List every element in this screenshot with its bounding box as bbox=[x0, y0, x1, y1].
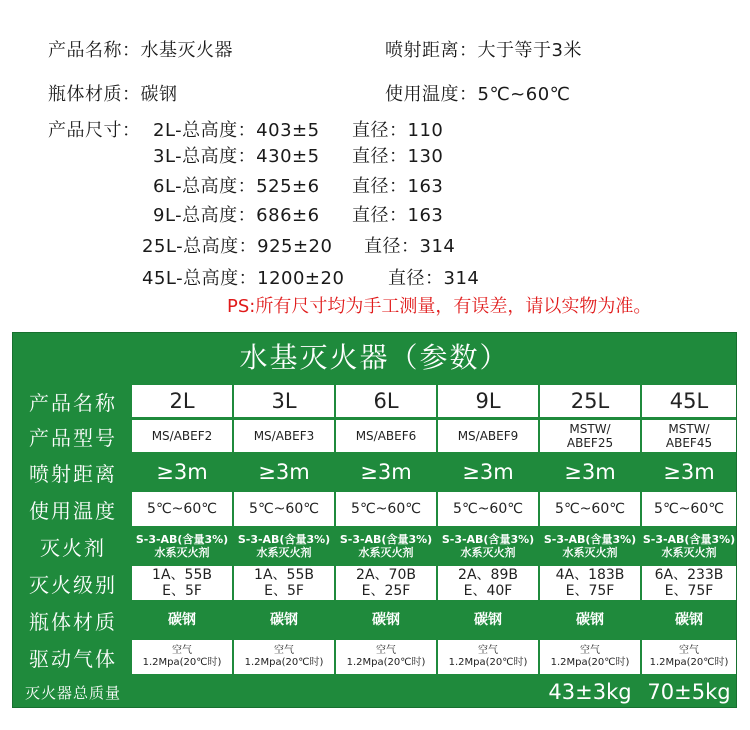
cell-use-temp-9l: 5℃~60℃ bbox=[438, 492, 538, 526]
cell-line: S-3-AB(含量3%) bbox=[339, 533, 433, 546]
row-header-use-temp: 使用温度 bbox=[16, 492, 130, 526]
row-header-material: 瓶体材质 bbox=[16, 603, 130, 637]
table-title: 水基灭火器（参数） bbox=[239, 341, 510, 374]
cell-line: 空气 bbox=[274, 645, 294, 656]
cell-line: 1.2Mpa(20℃时) bbox=[550, 657, 630, 668]
cell-use-temp-25l: 5℃~60℃ bbox=[540, 492, 640, 526]
cell-line: 空气 bbox=[376, 645, 396, 656]
cell-agent-9l bbox=[438, 529, 538, 563]
cell-line: 1.2Mpa(20℃时) bbox=[142, 657, 222, 668]
cell-rating-3l bbox=[234, 566, 334, 600]
cell-line: S-3-AB(含量3%) bbox=[135, 533, 229, 546]
cell-line: 1.2Mpa(20℃时) bbox=[346, 657, 426, 668]
parameter-table bbox=[12, 332, 737, 708]
cell-line: MS/ABEF9 bbox=[457, 429, 519, 443]
cell-line: 空气 bbox=[679, 645, 699, 656]
cell-agent-6l bbox=[336, 529, 436, 563]
cell-agent-2l bbox=[132, 529, 232, 563]
cell-spray-distance-2l: ≥3m bbox=[132, 455, 232, 489]
cell-product-model-6l bbox=[336, 420, 436, 452]
diameter-2l: 直径：110 bbox=[352, 120, 444, 141]
row-header-total-mass: 灭火器总质量 bbox=[16, 677, 130, 707]
cell-line: MSTW/ bbox=[569, 422, 611, 436]
row-header-product-model: 产品型号 bbox=[16, 420, 130, 452]
cell-spray-distance-6l: ≥3m bbox=[336, 455, 436, 489]
cell-drive-gas-6l bbox=[336, 640, 436, 674]
cell-total-mass-2l bbox=[132, 677, 232, 707]
cell-drive-gas-9l bbox=[438, 640, 538, 674]
cell-line: E、25F bbox=[361, 583, 411, 599]
cell-line: S-3-AB(含量3%) bbox=[642, 533, 736, 546]
cell-line: 4A、183B bbox=[555, 567, 625, 583]
cell-line: 2A、70B bbox=[356, 567, 416, 583]
cell-agent-25l bbox=[540, 529, 640, 563]
row-header-drive-gas: 驱动气体 bbox=[16, 640, 130, 674]
cell-use-temp-3l: 5℃~60℃ bbox=[234, 492, 334, 526]
cell-total-mass-25l: 43±3kg bbox=[540, 677, 640, 707]
cell-rating-45l bbox=[642, 566, 736, 600]
cell-line: S-3-AB(含量3%) bbox=[543, 533, 637, 546]
cell-drive-gas-3l bbox=[234, 640, 334, 674]
cell-spray-distance-9l: ≥3m bbox=[438, 455, 538, 489]
cell-line: MS/ABEF2 bbox=[151, 429, 213, 443]
diameter-45l: 直径：314 bbox=[388, 268, 480, 289]
cell-material-2l: 碳钢 bbox=[132, 603, 232, 637]
cell-line: 水系灭火剂 bbox=[460, 546, 516, 559]
bottle-material: 瓶体材质：碳钢 bbox=[48, 84, 178, 105]
cell-rating-25l bbox=[540, 566, 640, 600]
cell-product-model-2l bbox=[132, 420, 232, 452]
cell-drive-gas-45l bbox=[642, 640, 736, 674]
cell-drive-gas-2l bbox=[132, 640, 232, 674]
size-2l: 2L-总高度：403±5 bbox=[153, 120, 320, 141]
cell-spray-distance-3l: ≥3m bbox=[234, 455, 334, 489]
cell-product-model-25l bbox=[540, 420, 640, 452]
cell-line: E、5F bbox=[264, 583, 304, 599]
product-name: 产品名称：水基灭火器 bbox=[48, 40, 233, 61]
row-header-spray-distance: 喷射距离 bbox=[16, 455, 130, 489]
measurement-note: PS:所有尺寸均为手工测量，有误差，请以实物为准。 bbox=[227, 296, 652, 317]
cell-line: 水系灭火剂 bbox=[661, 546, 717, 559]
cell-product-name-9l: 9L bbox=[438, 385, 538, 417]
cell-line: 水系灭火剂 bbox=[154, 546, 210, 559]
cell-line: 空气 bbox=[580, 645, 600, 656]
cell-material-3l: 碳钢 bbox=[234, 603, 334, 637]
cell-line: 1.2Mpa(20℃时) bbox=[244, 657, 324, 668]
cell-product-name-3l: 3L bbox=[234, 385, 334, 417]
cell-line: S-3-AB(含量3%) bbox=[441, 533, 535, 546]
diameter-25l: 直径：314 bbox=[364, 236, 456, 257]
size-6l: 6L-总高度：525±6 bbox=[153, 176, 320, 197]
cell-line: 1.2Mpa(20℃时) bbox=[649, 657, 729, 668]
cell-total-mass-45l: 70±5kg bbox=[642, 677, 736, 707]
size-9l: 9L-总高度：686±6 bbox=[153, 205, 320, 226]
cell-product-model-3l bbox=[234, 420, 334, 452]
cell-line: ABEF25 bbox=[566, 436, 614, 450]
cell-line: MSTW/ bbox=[668, 422, 710, 436]
size-45l: 45L-总高度：1200±20 bbox=[142, 268, 345, 289]
size-3l: 3L-总高度：430±5 bbox=[153, 146, 320, 167]
cell-material-6l: 碳钢 bbox=[336, 603, 436, 637]
cell-product-name-6l: 6L bbox=[336, 385, 436, 417]
spray-distance: 喷射距离：大于等于3米 bbox=[385, 40, 582, 61]
cell-product-name-2l: 2L bbox=[132, 385, 232, 417]
cell-line: 6A、233B bbox=[654, 567, 724, 583]
cell-rating-6l bbox=[336, 566, 436, 600]
cell-use-temp-45l: 5℃~60℃ bbox=[642, 492, 736, 526]
cell-total-mass-6l bbox=[336, 677, 436, 707]
cell-material-45l: 碳钢 bbox=[642, 603, 736, 637]
cell-spray-distance-25l: ≥3m bbox=[540, 455, 640, 489]
diameter-3l: 直径：130 bbox=[352, 146, 444, 167]
cell-line: 水系灭火剂 bbox=[256, 546, 312, 559]
cell-line: ABEF45 bbox=[665, 436, 713, 450]
cell-line: 1.2Mpa(20℃时) bbox=[448, 657, 528, 668]
use-temperature: 使用温度：5℃~60℃ bbox=[385, 84, 571, 105]
cell-use-temp-6l: 5℃~60℃ bbox=[336, 492, 436, 526]
cell-agent-45l bbox=[642, 529, 736, 563]
cell-material-9l: 碳钢 bbox=[438, 603, 538, 637]
size-label: 产品尺寸： bbox=[48, 120, 141, 141]
cell-line: E、5F bbox=[162, 583, 202, 599]
cell-line: E、75F bbox=[664, 583, 714, 599]
cell-line: MS/ABEF3 bbox=[253, 429, 315, 443]
cell-product-model-9l bbox=[438, 420, 538, 452]
cell-line: MS/ABEF6 bbox=[355, 429, 417, 443]
row-header-product-name: 产品名称 bbox=[16, 385, 130, 417]
cell-line: 空气 bbox=[478, 645, 498, 656]
size-25l: 25L-总高度：925±20 bbox=[142, 236, 333, 257]
diameter-6l: 直径：163 bbox=[352, 176, 444, 197]
cell-drive-gas-25l bbox=[540, 640, 640, 674]
cell-rating-9l bbox=[438, 566, 538, 600]
row-header-agent: 灭火剂 bbox=[16, 529, 130, 563]
cell-line: E、40F bbox=[463, 583, 513, 599]
row-header-rating: 灭火级别 bbox=[16, 566, 130, 600]
cell-total-mass-3l bbox=[234, 677, 334, 707]
cell-total-mass-9l bbox=[438, 677, 538, 707]
spec-block bbox=[0, 0, 750, 325]
cell-line: E、75F bbox=[565, 583, 615, 599]
cell-line: 1A、55B bbox=[254, 567, 314, 583]
cell-line: 水系灭火剂 bbox=[358, 546, 414, 559]
cell-spray-distance-45l: ≥3m bbox=[642, 455, 736, 489]
cell-line: 水系灭火剂 bbox=[562, 546, 618, 559]
cell-agent-3l bbox=[234, 529, 334, 563]
cell-line: 2A、89B bbox=[458, 567, 518, 583]
cell-material-25l: 碳钢 bbox=[540, 603, 640, 637]
cell-product-model-45l bbox=[642, 420, 736, 452]
cell-line: 1A、55B bbox=[152, 567, 212, 583]
cell-product-name-45l: 45L bbox=[642, 385, 736, 417]
cell-product-name-25l: 25L bbox=[540, 385, 640, 417]
cell-rating-2l bbox=[132, 566, 232, 600]
cell-use-temp-2l: 5℃~60℃ bbox=[132, 492, 232, 526]
diameter-9l: 直径：163 bbox=[352, 205, 444, 226]
cell-line: S-3-AB(含量3%) bbox=[237, 533, 331, 546]
cell-line: 空气 bbox=[172, 645, 192, 656]
